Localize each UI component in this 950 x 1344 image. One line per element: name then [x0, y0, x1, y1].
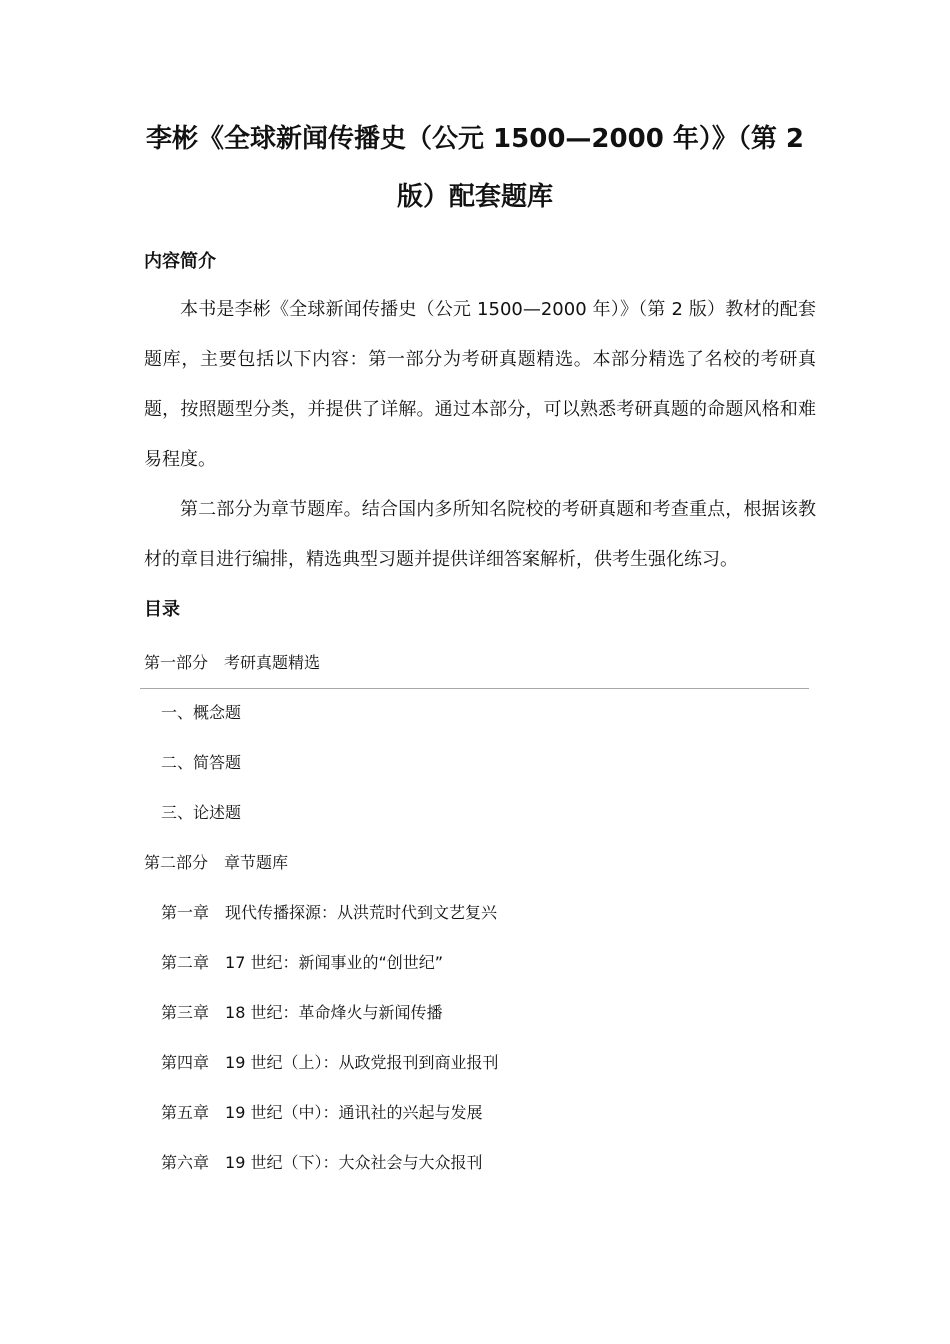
- toc-item-concept[interactable]: 一、概念题: [161, 703, 242, 722]
- table-of-contents: [144, 638, 809, 1188]
- toc-chapter-number: 第六章: [161, 1153, 210, 1172]
- toc-part-2[interactable]: [144, 838, 809, 888]
- toc-chapter-3[interactable]: [144, 988, 809, 1038]
- toc-chapter-title: 18 世纪：革命烽火与新闻传播: [225, 1003, 443, 1022]
- toc-chapter-number: 第三章: [161, 1003, 210, 1022]
- toc-chapter-1[interactable]: [144, 888, 809, 938]
- toc-chapter-title: 19 世纪（中）：通讯社的兴起与发展: [225, 1103, 483, 1122]
- toc-part-1[interactable]: [144, 638, 809, 688]
- intro-paragraph-1: 本书是李彬《全球新闻传播史（公元 1500—2000 年）》（第 2 版）教材的配套题库，主要包括以下内容：第一部分为考研真题精选。本部分精选了名校的考研真题，按照题型分类，并提供了详解。通过本部分，可以熟悉考研真题的命题风格和难易程度。: [144, 299, 816, 470]
- toc-chapter-title: 17 世纪：新闻事业的“创世纪”: [225, 953, 444, 972]
- toc-chapter-title: 19 世纪（上）：从政党报刊到商业报刊: [225, 1053, 499, 1072]
- toc-chapter-number: 第二章: [161, 953, 210, 972]
- toc-chapter-number: 第五章: [161, 1103, 210, 1122]
- toc-divider: [140, 688, 809, 689]
- toc-chapter-6[interactable]: [144, 1138, 809, 1188]
- toc-chapter-number: 第一章: [161, 903, 210, 922]
- toc-chapter-number: 第四章: [161, 1053, 210, 1072]
- toc-chapter-2[interactable]: [144, 938, 809, 988]
- intro-paragraph-2: 第二部分为章节题库。结合国内多所知名院校的考研真题和考查重点，根据该教材的章目进行编排，精选典型习题并提供详细答案解析，供考生强化练习。: [144, 499, 816, 570]
- toc-part-number: 第二部分: [144, 853, 209, 872]
- toc-chapter-title: 19 世纪（下）：大众社会与大众报刊: [225, 1153, 483, 1172]
- toc-part-number: 第一部分: [144, 653, 209, 672]
- toc-chapter-4[interactable]: [144, 1038, 809, 1088]
- document-title: 李彬《全球新闻传播史（公元 1500—2000 年）》（第 2 版）配套题库: [146, 124, 804, 212]
- toc-chapter-5[interactable]: [144, 1088, 809, 1138]
- toc-part-title: 考研真题精选: [224, 653, 321, 672]
- toc-chapter-title: 现代传播探源：从洪荒时代到文艺复兴: [225, 903, 498, 922]
- toc-item-short-answer[interactable]: 二、简答题: [161, 753, 242, 772]
- toc-heading: 目录: [144, 599, 180, 620]
- toc-part-title: 章节题库: [224, 853, 289, 872]
- intro-heading: 内容简介: [144, 251, 216, 272]
- toc-item-essay[interactable]: 三、论述题: [161, 803, 242, 822]
